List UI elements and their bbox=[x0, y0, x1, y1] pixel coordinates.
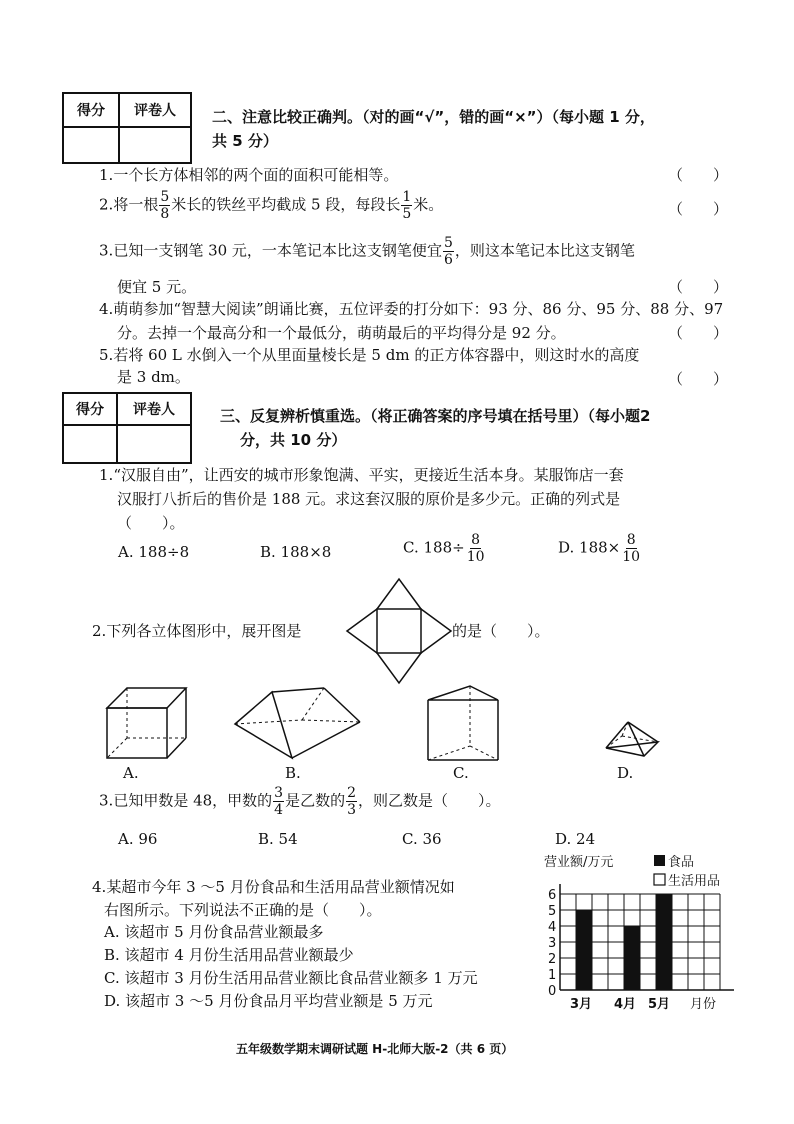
bar-食品-4月 bbox=[624, 926, 640, 990]
s3-q2-post: 的是（ ）。 bbox=[452, 622, 550, 640]
page-footer: 五年级数学期末调研试题 H-北师大版-2（共 6 页） bbox=[236, 1042, 514, 1056]
s2-item2: 2.将一根 $\frac{5}{8}$ 米长的铁丝平均截成 5 段，每段长 $\frac{1}{5}$ 米。 bbox=[99, 189, 444, 222]
s3-q4-option-d[interactable]: D. 该超市 3 ～5 月份食品月平均营业额是 5 万元 bbox=[104, 992, 433, 1010]
chart-title: 营业额/万元 bbox=[544, 855, 614, 870]
section3-title-line2: 分，共 10 分） bbox=[240, 431, 347, 449]
x-tick-label: 3月 bbox=[570, 997, 593, 1012]
s3-q3-option-a[interactable]: A. 96 bbox=[118, 830, 158, 848]
triangular-pyramid-net-figure bbox=[345, 577, 453, 685]
chart-x-label: 月份 bbox=[690, 997, 717, 1012]
section2-title-line1: 二、注意比较正确判。（对的画“√”，错的画“×”）（每小题 1 分， bbox=[212, 108, 655, 126]
upright-triangular-prism-figure bbox=[426, 684, 500, 764]
y-tick-label: 5 bbox=[548, 904, 557, 919]
s3-q4-option-a[interactable]: A. 该超市 5 月份食品营业额最多 bbox=[104, 923, 324, 941]
y-tick-label: 1 bbox=[548, 968, 557, 983]
fraction: $\frac{8}{10}$ bbox=[622, 532, 641, 565]
chart-x-ticks bbox=[570, 997, 670, 1012]
s3-q1-line2: 汉服打八折后的售价是 188 元。求这套汉服的原价是多少元。正确的列式是 bbox=[117, 490, 621, 508]
y-tick-label: 6 bbox=[548, 888, 557, 903]
y-tick-label: 2 bbox=[548, 952, 557, 967]
legend-label-food: 食品 bbox=[668, 855, 695, 870]
score-cell[interactable] bbox=[63, 425, 117, 463]
s2-item1-answer[interactable]: （ ） bbox=[668, 166, 729, 184]
s2-item1: 1.一个长方体相邻的两个面的面积可能相等。 bbox=[99, 166, 399, 184]
score-label: 得分 bbox=[63, 393, 117, 425]
s2-item2-answer[interactable]: （ ） bbox=[668, 200, 729, 218]
s3-q4-option-b[interactable]: B. 该超市 4 月份生活用品营业额最少 bbox=[104, 946, 354, 964]
grader-cell[interactable] bbox=[119, 127, 191, 163]
s2-item3-line2: 便宜 5 元。 bbox=[117, 278, 197, 296]
s3-q3-option-b[interactable]: B. 54 bbox=[258, 830, 298, 848]
x-tick-label: 5月 bbox=[648, 997, 671, 1012]
s3-q1-line1: 1.“汉服自由”，让西安的城市形象饱满、平实，更接近生活本身。某服饰店一套 bbox=[99, 466, 624, 484]
section3-title-line1: 三、反复辨析慎重选。（将正确答案的序号填在括号里）（每小题2 bbox=[220, 407, 651, 425]
y-tick-label: 4 bbox=[548, 920, 557, 935]
s3-q2-label-a[interactable]: A. bbox=[123, 764, 139, 782]
s2-item5-line1: 5.若将 60 L 水倒入一个从里面量棱长是 5 dm 的正方体容器中，则这时水的高度 bbox=[99, 346, 640, 364]
y-tick-label: 3 bbox=[548, 936, 557, 951]
s3-q3-option-c[interactable]: C. 36 bbox=[402, 830, 442, 848]
s3-q1-option-c[interactable]: C. 188÷ $\frac{8}{10}$ bbox=[403, 532, 485, 565]
triangular-prism-figure bbox=[232, 686, 364, 760]
s3-q2-pre: 2.下列各立体图形中，展开图是 bbox=[92, 622, 302, 640]
section2-score-table bbox=[62, 92, 192, 164]
s3-q1-option-d[interactable]: D. 188× $\frac{8}{10}$ bbox=[558, 532, 641, 565]
section2-title-line2: 共 5 分） bbox=[212, 132, 278, 150]
s3-q2-label-b[interactable]: B. bbox=[285, 764, 301, 782]
legend-label-daily: 生活用品 bbox=[668, 874, 721, 889]
fraction: $\frac{1}{5}$ bbox=[402, 189, 412, 222]
fraction: $\frac{3}{4}$ bbox=[274, 785, 284, 818]
x-tick-label: 4月 bbox=[614, 997, 637, 1012]
cube-figure bbox=[104, 686, 188, 760]
s2-item5-answer[interactable]: （ ） bbox=[668, 370, 729, 388]
section3-score-table bbox=[62, 392, 192, 464]
s3-q1-line3[interactable]: （ ）。 bbox=[117, 514, 185, 532]
grader-cell[interactable] bbox=[117, 425, 191, 463]
fraction: $\frac{2}{3}$ bbox=[347, 785, 357, 818]
s3-q4-line2: 右图所示。下列说法不正确的是（ ）。 bbox=[104, 901, 382, 919]
grader-label: 评卷人 bbox=[119, 93, 191, 127]
bar-食品-5月 bbox=[656, 894, 672, 990]
chart-y-ticks bbox=[548, 888, 556, 999]
score-cell[interactable] bbox=[63, 127, 119, 163]
legend-swatch-daily bbox=[654, 874, 665, 885]
legend-swatch-food bbox=[654, 855, 665, 866]
s2-item4-line1: 4.萌萌参加“智慧大阅读”朗诵比赛，五位评委的打分如下：93 分、86 分、95 分、88 分、97 bbox=[99, 300, 724, 318]
score-label: 得分 bbox=[63, 93, 119, 127]
s2-item4-line2: 分。去掉一个最高分和一个最低分，萌萌最后的平均得分是 92 分。 bbox=[117, 324, 566, 342]
s3-q4-line1: 4.某超市今年 3 ～5 月份食品和生活用品营业额情况如 bbox=[92, 878, 455, 896]
revenue-bar-chart bbox=[536, 850, 746, 1022]
s3-q3-option-d[interactable]: D. 24 bbox=[555, 830, 596, 848]
fraction: $\frac{8}{10}$ bbox=[466, 532, 485, 565]
s3-q1-option-b[interactable]: B. 188×8 bbox=[260, 543, 332, 561]
fraction: $\frac{5}{6}$ bbox=[443, 235, 453, 268]
s3-q3-line: 3.已知甲数是 48，甲数的 $\frac{3}{4}$ 是乙数的 $\frac{2}{3}$ ，则乙数是（ ）。 bbox=[99, 785, 501, 818]
square-pyramid-figure bbox=[604, 720, 660, 760]
s2-item4-answer[interactable]: （ ） bbox=[668, 324, 729, 342]
fraction: $\frac{5}{8}$ bbox=[160, 189, 170, 222]
s3-q2-label-d[interactable]: D. bbox=[617, 764, 634, 782]
s2-item3-answer[interactable]: （ ） bbox=[668, 278, 729, 296]
y-tick-label: 0 bbox=[548, 984, 557, 999]
chart-legend bbox=[654, 855, 720, 889]
s2-item3-line1: 3.已知一支钢笔 30 元，一本笔记本比这支钢笔便宜 $\frac{5}{6}$ ，则这本笔记本比这支钢笔 bbox=[99, 235, 635, 268]
s2-item5-line2: 是 3 dm。 bbox=[117, 368, 190, 386]
grader-label: 评卷人 bbox=[117, 393, 191, 425]
s3-q1-option-a[interactable]: A. 188÷8 bbox=[118, 543, 190, 561]
s3-q4-option-c[interactable]: C. 该超市 3 月份生活用品营业额比食品营业额多 1 万元 bbox=[104, 969, 478, 987]
s3-q2-label-c[interactable]: C. bbox=[453, 764, 469, 782]
bar-食品-3月 bbox=[576, 910, 592, 990]
